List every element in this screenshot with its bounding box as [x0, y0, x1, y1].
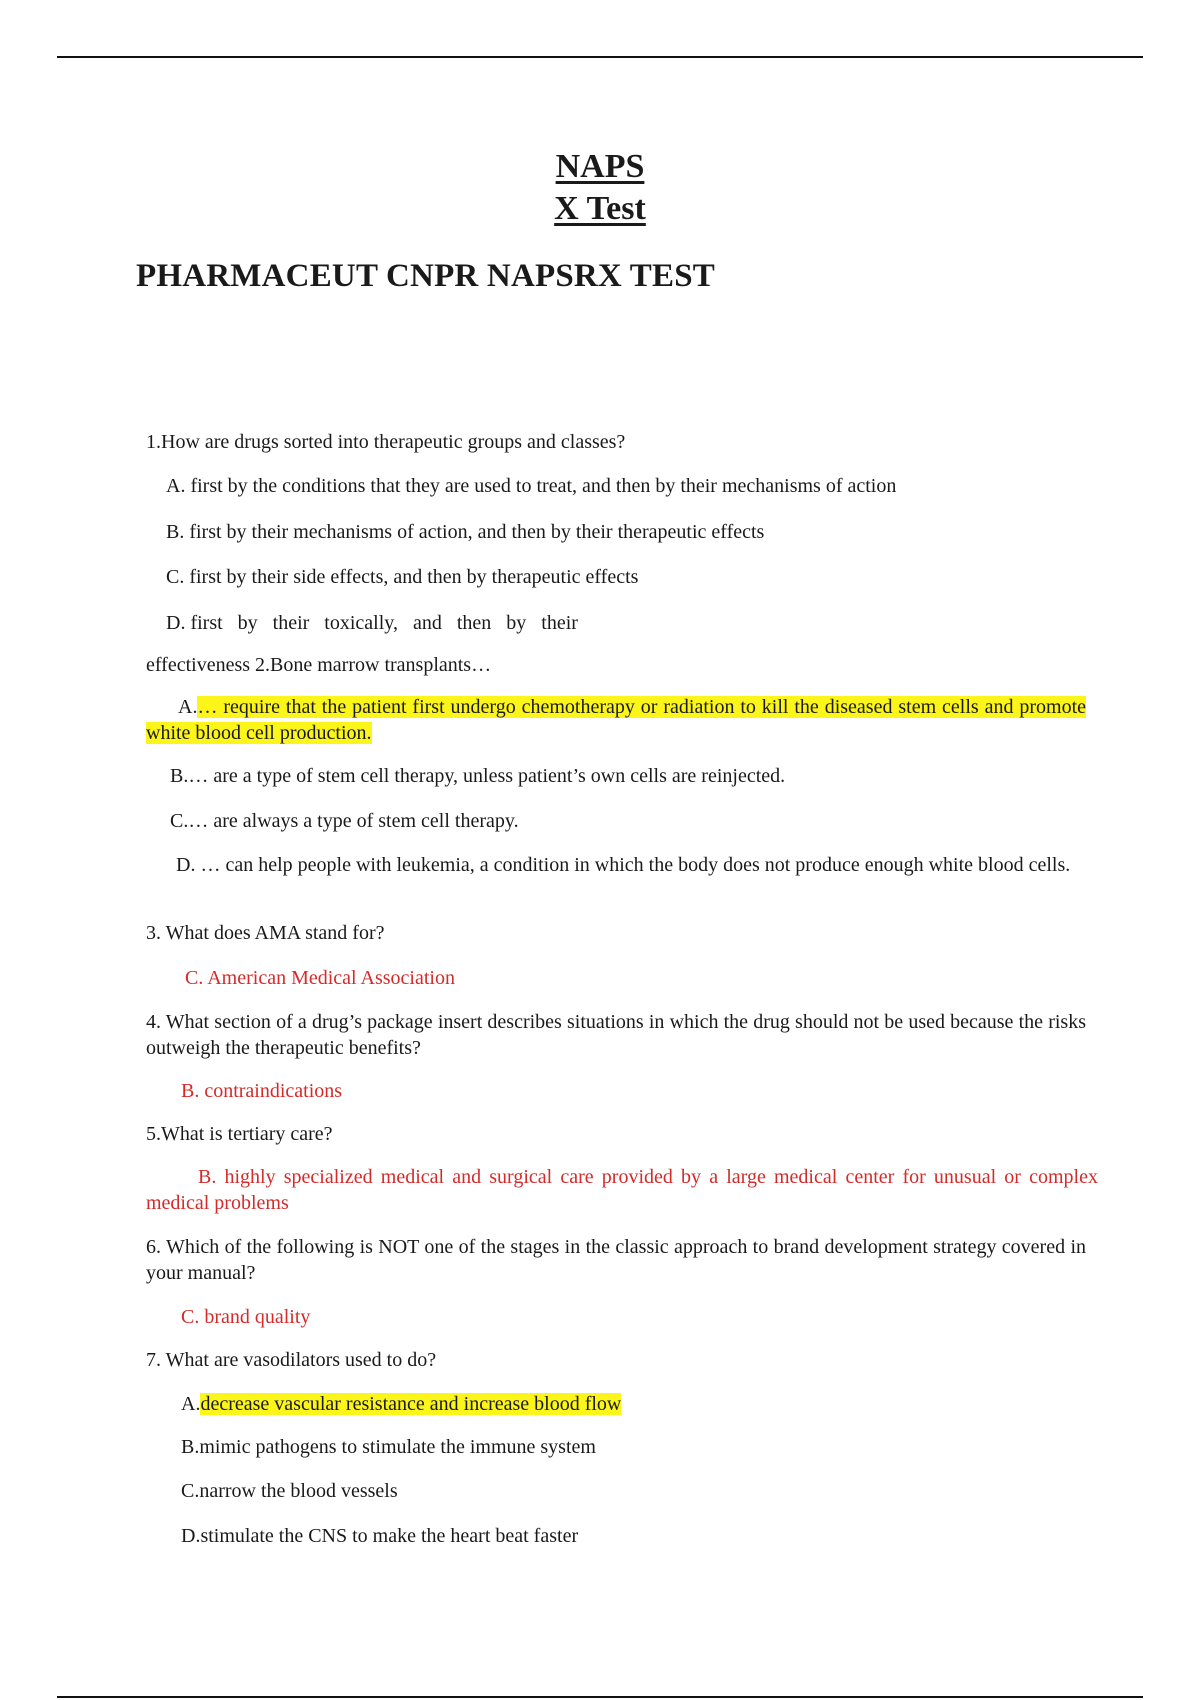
q2-option-a-prefix: A. — [178, 696, 198, 718]
document-title — [0, 146, 1200, 230]
q7-option-c: C.narrow the blood vessels — [181, 1480, 398, 1502]
q7-highlighted-answer: decrease vascular resistance and increase blood flow — [200, 1393, 622, 1415]
q3-answer: C. American Medical Association — [185, 967, 455, 989]
page-heading: PHARMACEUT CNPR NAPSRX TEST — [136, 258, 715, 294]
question-6: 6. Which of the following is NOT one of the stages in the classic approach to brand development strategy covered in your manual? — [146, 1236, 1086, 1284]
q5-answer: B. highly specialized medical and surgical care provided by a large medical center for unusual or complex medical problems — [146, 1166, 1098, 1214]
question-4: 4. What section of a drug’s package insert describes situations in which the drug should not be used because the risks outweigh the therapeutic benefits? — [146, 1011, 1086, 1059]
title-line-1: NAPS — [555, 148, 645, 185]
q2-highlighted-answer: … require that the patient first undergo chemotherapy or radiation to kill the diseased stem cells and promote white blood cell production. — [146, 696, 1086, 744]
q4-answer: B. contraindications — [181, 1080, 343, 1102]
q2-option-c: C.… are always a type of stem cell therapy. — [170, 810, 519, 832]
q1-option-c: C. first by their side effects, and then by therapeutic effects — [166, 566, 639, 588]
q2-option-a — [146, 694, 1086, 746]
title-line-2: X Test — [554, 190, 646, 227]
question-2: effectiveness 2.Bone marrow transplants… — [146, 654, 492, 676]
q1-option-a: A. first by the conditions that they are used to treat, and then by their mechanisms of action — [166, 475, 897, 497]
bottom-rule — [57, 1696, 1143, 1698]
q7-option-d: D.stimulate the CNS to make the heart beat faster — [181, 1525, 579, 1547]
q2-option-d: D. … can help people with leukemia, a condition in which the body does not produce enough white blood cells. — [176, 854, 1071, 876]
question-1: 1.How are drugs sorted into therapeutic groups and classes? — [146, 431, 626, 453]
question-7: 7. What are vasodilators used to do? — [146, 1349, 437, 1371]
q7-option-a-prefix: A. — [181, 1393, 201, 1415]
q6-answer: C. brand quality — [181, 1306, 311, 1328]
q7-option-a — [181, 1391, 621, 1417]
question-3: 3. What does AMA stand for? — [146, 922, 385, 944]
q7-option-b: B.mimic pathogens to stimulate the immune system — [181, 1436, 596, 1458]
q1-option-d: D. first by their toxically, and then by their — [166, 612, 578, 634]
question-5: 5.What is tertiary care? — [146, 1123, 333, 1145]
top-rule — [57, 56, 1143, 58]
q2-option-b: B.… are a type of stem cell therapy, unless patient’s own cells are reinjected. — [170, 765, 786, 787]
q1-option-b: B. first by their mechanisms of action, and then by their therapeutic effects — [166, 521, 765, 543]
